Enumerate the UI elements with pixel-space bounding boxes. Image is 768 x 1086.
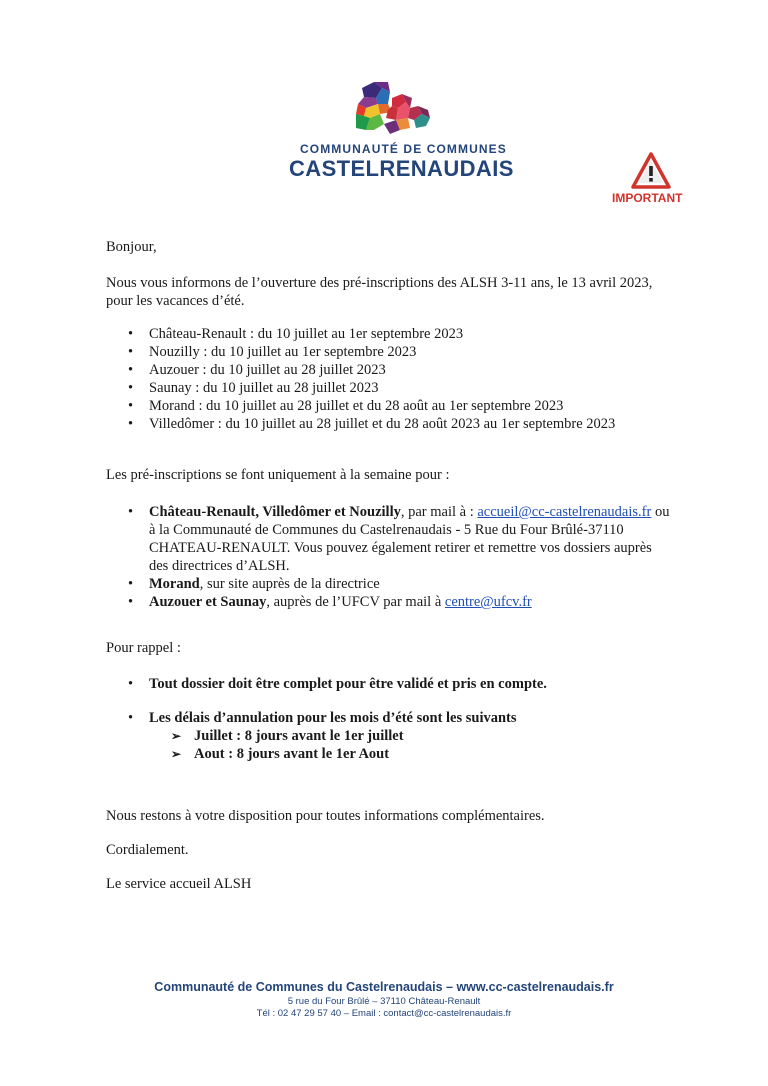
email-link-ufcv[interactable]: centre@ufcv.fr <box>444 594 532 610</box>
footer-address: 5 rue du Four Brûlé – 37110 Château-Renault <box>287 996 481 1007</box>
list-item: • Château-Renault, Villedômer et Nouzilly, par mail à : accueil@cc-castelrenaudais.fr ou à la Communauté de Communes du Castelrenaudais - 5 Rue du Four Brûlé-37110 CHATEAU-RENAULT. Vous pouvez également retirer et remettre vos dossiers auprès des directrices d’ALSH. <box>128 504 670 574</box>
list-item: • Nouzilly : du 10 juillet au 1er septembre 2023 <box>128 344 417 360</box>
arrow-bullet-icon: ➢ <box>171 729 182 743</box>
list-item: • Tout dossier doit être complet pour être validé et pris en compte. <box>128 676 547 692</box>
email-link-accueil[interactable]: accueil@cc-castelrenaudais.fr <box>477 504 652 520</box>
reminder-intro: Pour rappel : <box>106 640 181 656</box>
closing-salutation: Cordialement. <box>106 842 189 858</box>
list-item: • Morand, sur site auprès de la directrice <box>128 576 380 592</box>
footer-title: Communauté de Communes du Castelrenaudais – www.cc-castelrenaudais.fr <box>154 980 614 994</box>
cancellation-list <box>106 709 726 763</box>
list-item: • Auzouer : du 10 juillet au 28 juillet 2023 <box>128 362 386 378</box>
important-label: IMPORTANT <box>612 191 683 205</box>
list-item: • Saunay : du 10 juillet au 28 juillet 2023 <box>128 380 379 396</box>
closing-line: Nous restons à votre disposition pour toutes informations complémentaires. <box>106 808 545 824</box>
preinscription-intro: Les pré-inscriptions se font uniquement à la semaine pour : <box>106 467 450 483</box>
list-item: • Les délais d’annulation pour les mois d’été sont les suivants ➢ Juillet : 8 jours avant le 1er juillet ➢ Aout : 8 jours avant le 1er Aout <box>106 709 726 763</box>
warning-triangle-icon <box>631 152 671 190</box>
reminder-list <box>106 675 726 693</box>
deadline-item: ➢ Aout : 8 jours avant le 1er Aout <box>171 746 390 762</box>
deadline-list <box>171 727 726 763</box>
intro-line: pour les vacances d’été. <box>106 293 245 309</box>
org-subtitle: COMMUNAUTÉ DE COMMUNES <box>300 142 507 156</box>
site-dates-list <box>106 325 726 433</box>
site-group: Auzouer et Saunay <box>149 594 267 610</box>
deadline-item: ➢ Juillet : 8 jours avant le 1er juillet <box>171 728 404 744</box>
preinscription-list <box>106 503 726 611</box>
site-group: Morand <box>149 576 200 592</box>
greeting: Bonjour, <box>106 239 157 255</box>
list-item: • Château-Renault : du 10 juillet au 1er septembre 2023 <box>128 326 464 342</box>
map-mosaic-logo-icon <box>352 78 436 138</box>
footer-contact: Tél : 02 47 29 57 40 – Email : contact@cc-castelrenaudais.fr <box>256 1008 512 1019</box>
intro-line: Nous vous informons de l’ouverture des pré-inscriptions des ALSH 3-11 ans, le 13 avril 2023, <box>106 275 653 291</box>
list-item: • Villedômer : du 10 juillet au 28 juillet et du 28 août 2023 au 1er septembre 2023 <box>128 416 616 432</box>
signature: Le service accueil ALSH <box>106 876 252 892</box>
arrow-bullet-icon: ➢ <box>171 747 182 761</box>
org-title: CASTELRENAUDAIS <box>289 156 514 181</box>
site-group: Château-Renault, Villedômer et Nouzilly <box>149 504 401 520</box>
intro-paragraph <box>106 274 706 310</box>
list-item: • Morand : du 10 juillet au 28 juillet et du 28 août au 1er septembre 2023 <box>128 398 564 414</box>
list-item: • Auzouer et Saunay, auprès de l’UFCV par mail à centre@ufcv.fr <box>128 594 532 610</box>
